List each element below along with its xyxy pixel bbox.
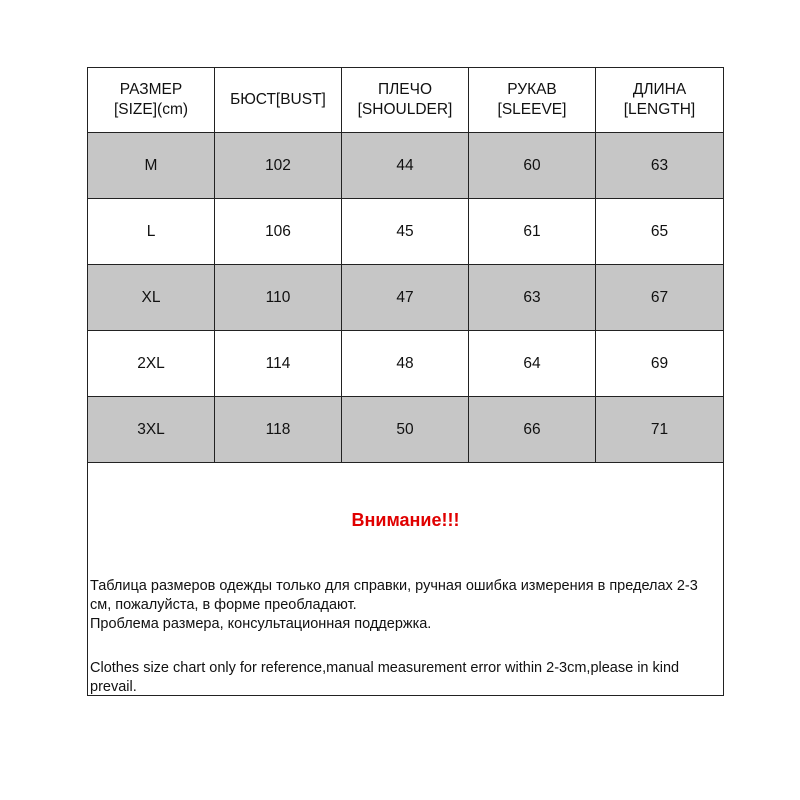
cell-sleeve: 66 (469, 397, 596, 463)
header-shoulder-line1: ПЛЕЧО (377, 81, 433, 98)
notice-russian-line2: Проблема размера, консультационная поддержка. (90, 616, 432, 632)
notice-cell (88, 463, 724, 696)
header-bust (215, 68, 342, 133)
header-length-line2: [LENGTH] (623, 101, 696, 118)
table-row (88, 397, 724, 463)
cell-size: 3XL (88, 397, 215, 463)
table-row (88, 133, 724, 199)
header-length (596, 68, 724, 133)
header-shoulder-line2: [SHOULDER] (357, 101, 453, 118)
header-sleeve-line1: РУКАВ (507, 81, 557, 98)
cell-size: XL (88, 265, 215, 331)
cell-size: 2XL (88, 331, 215, 397)
cell-bust: 110 (215, 265, 342, 331)
cell-size: L (88, 199, 215, 265)
header-row (88, 68, 724, 133)
header-bust-line1: БЮСТ[BUST] (230, 91, 326, 108)
table-row (88, 331, 724, 397)
header-size (88, 68, 215, 133)
cell-length: 71 (596, 397, 724, 463)
table-row (88, 265, 724, 331)
notice-russian (90, 577, 719, 634)
header-size-line1: РАЗМЕР (119, 81, 183, 98)
size-chart-table (87, 67, 724, 696)
cell-shoulder: 47 (342, 265, 469, 331)
cell-bust: 102 (215, 133, 342, 199)
cell-bust: 114 (215, 331, 342, 397)
header-sleeve (469, 68, 596, 133)
cell-sleeve: 63 (469, 265, 596, 331)
cell-sleeve: 61 (469, 199, 596, 265)
cell-shoulder: 45 (342, 199, 469, 265)
header-sleeve-line2: [SLEEVE] (497, 101, 567, 118)
header-size-line2: [SIZE](cm) (113, 101, 189, 118)
cell-size: M (88, 133, 215, 199)
cell-shoulder: 48 (342, 331, 469, 397)
cell-length: 65 (596, 199, 724, 265)
notice-russian-line1: Таблица размеров одежды только для справки, ручная ошибка измерения в пределах 2-3 см, пожалуйста, в форме преобладают. (90, 578, 698, 613)
notice-english: Clothes size chart only for reference,manual measurement error within 2-3cm,please in kind prevail. (90, 660, 680, 695)
cell-shoulder: 50 (342, 397, 469, 463)
table-row (88, 199, 724, 265)
cell-sleeve: 60 (469, 133, 596, 199)
warning-title: Внимание!!! (351, 510, 460, 530)
cell-shoulder: 44 (342, 133, 469, 199)
header-length-line1: ДЛИНА (632, 81, 687, 98)
cell-length: 69 (596, 331, 724, 397)
cell-bust: 106 (215, 199, 342, 265)
cell-length: 67 (596, 265, 724, 331)
notice-row (88, 463, 724, 696)
cell-bust: 118 (215, 397, 342, 463)
cell-sleeve: 64 (469, 331, 596, 397)
cell-length: 63 (596, 133, 724, 199)
header-shoulder (342, 68, 469, 133)
